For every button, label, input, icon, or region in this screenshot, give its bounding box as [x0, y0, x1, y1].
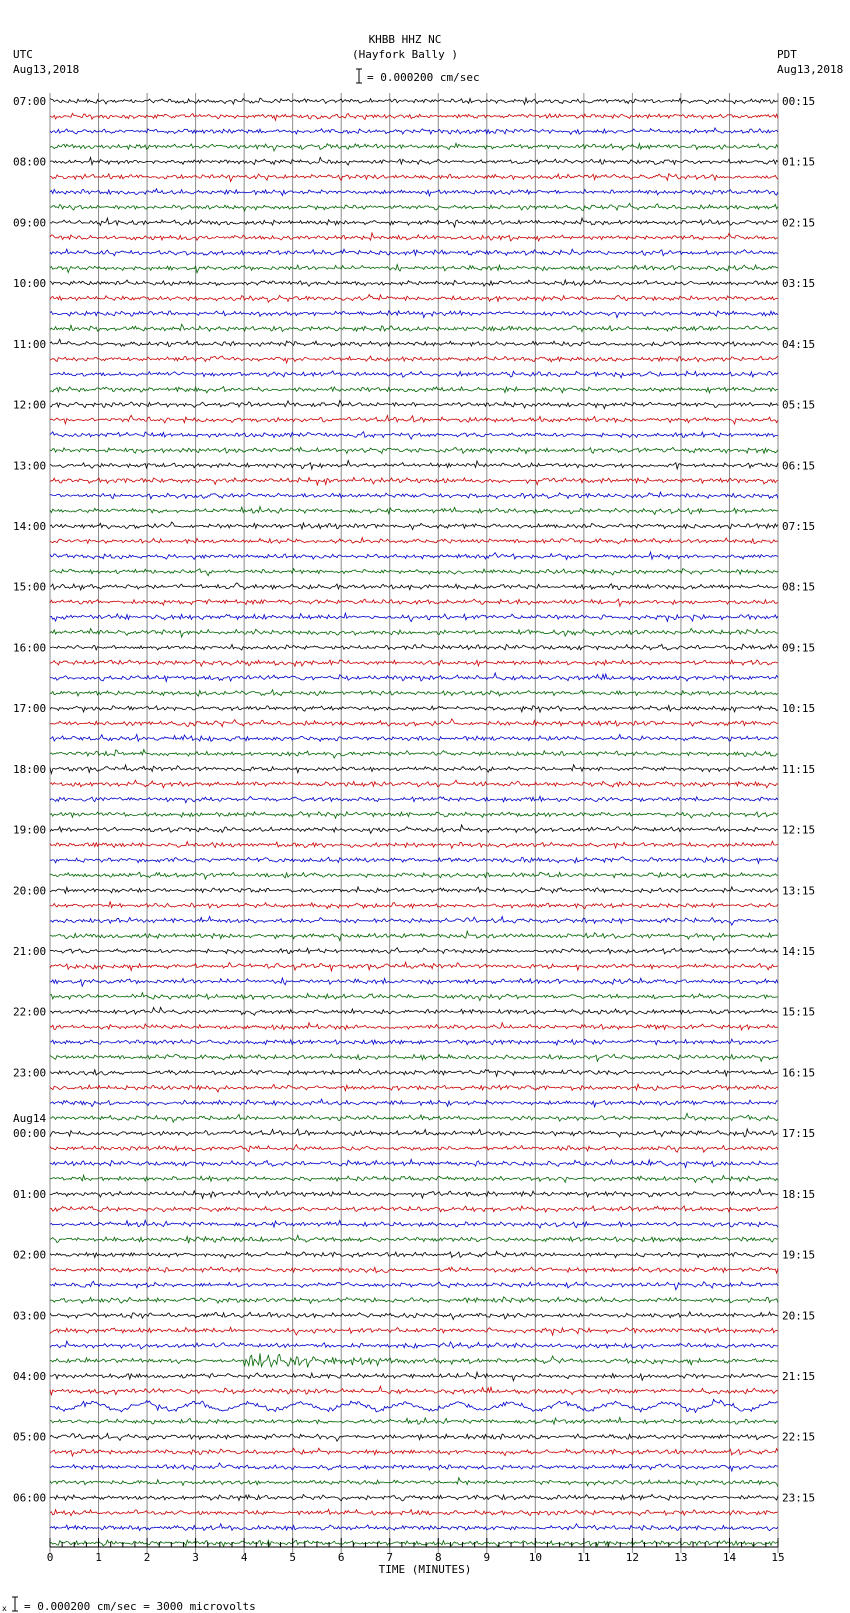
trace-row — [50, 233, 778, 241]
trace-row — [50, 1386, 778, 1395]
x-tick-label: 11 — [577, 1551, 591, 1564]
pdt-time-label: 12:15 — [782, 823, 816, 837]
utc-time-label: 02:00 — [13, 1248, 47, 1262]
utc-time-label: 13:00 — [13, 459, 47, 473]
trace-row — [50, 1509, 778, 1516]
x-tick-label: 3 — [192, 1551, 199, 1564]
trace-row — [50, 1189, 778, 1198]
pdt-time-label: 11:15 — [782, 762, 816, 776]
pdt-time-label: 01:15 — [782, 155, 816, 169]
x-tick-label: 4 — [240, 1551, 248, 1564]
trace-row — [50, 218, 778, 227]
trace-row — [50, 1206, 778, 1212]
trace-row — [50, 825, 778, 834]
footer-scale-icon — [2, 1597, 18, 1613]
trace-row — [50, 1281, 778, 1290]
trace-row — [50, 1463, 778, 1471]
pdt-time-label: 02:15 — [782, 216, 816, 230]
utc-time-label: 04:00 — [13, 1370, 47, 1384]
trace-row — [50, 1007, 778, 1015]
trace-row — [50, 1129, 778, 1137]
pdt-time-label: 23:15 — [782, 1491, 816, 1505]
trace-row — [50, 1433, 778, 1441]
trace-row — [50, 812, 778, 818]
trace-row — [50, 1159, 778, 1167]
trace-row — [50, 705, 778, 712]
x-axis-title: TIME (MINUTES) — [378, 1563, 472, 1576]
trace-row — [50, 978, 778, 986]
x-tick-label: 7 — [386, 1551, 394, 1564]
utc-time-label: 08:00 — [13, 155, 47, 169]
pdt-time-label: 14:15 — [782, 945, 816, 959]
svg-text:x: x — [2, 1604, 7, 1613]
trace-row — [50, 113, 778, 120]
trace-row — [50, 295, 778, 303]
trace-row — [50, 901, 778, 908]
trace-row — [50, 1084, 778, 1092]
utc-time-label: 23:00 — [13, 1066, 47, 1080]
pdt-time-label: 09:15 — [782, 641, 816, 655]
pdt-time-label: 04:15 — [782, 337, 816, 351]
trace-row — [50, 1524, 778, 1531]
utc-time-label: 15:00 — [13, 580, 47, 594]
left-date: Aug13,2018 — [13, 63, 80, 76]
trace-row — [50, 356, 778, 363]
trace-row — [50, 339, 778, 346]
trace-row — [50, 1448, 778, 1456]
trace-row — [50, 143, 778, 151]
trace-row — [50, 613, 778, 622]
utc-time-label: 07:00 — [13, 95, 47, 108]
pdt-time-label: 10:15 — [782, 702, 816, 716]
station-title: KHBB HHZ NC — [368, 33, 442, 46]
utc-time-label: 09:00 — [13, 216, 47, 230]
trace-row — [50, 552, 778, 560]
trace-row — [50, 492, 778, 499]
trace-row — [50, 1341, 778, 1349]
x-tick-label: 6 — [337, 1551, 345, 1564]
trace-row — [50, 673, 778, 682]
right-date: Aug13,2018 — [777, 63, 844, 76]
pdt-time-label: 08:15 — [782, 580, 816, 594]
trace-row — [50, 1353, 778, 1367]
trace-row — [50, 734, 778, 741]
utc-time-label: 05:00 — [13, 1430, 47, 1444]
utc-time-label: 03:00 — [13, 1309, 47, 1323]
utc-time-label: 19:00 — [13, 823, 47, 837]
x-tick-label: 0 — [46, 1551, 54, 1564]
x-tick-label: 15 — [771, 1551, 785, 1564]
trace-row — [50, 660, 778, 666]
trace-row — [50, 415, 778, 424]
station-location: (Hayfork Bally ) — [352, 48, 458, 61]
pdt-time-label: 00:15 — [782, 95, 816, 108]
utc-time-label: 17:00 — [13, 702, 47, 716]
utc-time-label: 20:00 — [13, 884, 47, 898]
x-tick-label: 8 — [434, 1551, 442, 1564]
trace-row — [50, 599, 778, 606]
trace-row — [50, 98, 778, 104]
trace-row — [50, 1418, 778, 1425]
pdt-time-label: 13:15 — [782, 884, 816, 898]
trace-row — [50, 948, 778, 954]
utc-time-label: 10:00 — [13, 277, 47, 291]
utc-time-label: 16:00 — [13, 641, 47, 655]
trace-row — [50, 765, 778, 774]
right-timezone: PDT — [777, 48, 797, 61]
x-tick-label: 9 — [483, 1551, 491, 1564]
trace-row — [50, 265, 778, 273]
trace-row — [50, 1327, 778, 1335]
trace-row — [50, 280, 778, 286]
trace-row — [50, 1023, 778, 1030]
trace-row — [50, 1220, 778, 1228]
trace-row — [50, 857, 778, 864]
utc-time-label: 11:00 — [13, 337, 47, 351]
trace-row — [50, 569, 778, 576]
x-tick-label: 12 — [625, 1551, 640, 1564]
trace-row — [50, 174, 778, 182]
trace-row — [50, 1039, 778, 1045]
x-tick-label: 13 — [674, 1551, 688, 1564]
trace-row — [50, 324, 778, 331]
trace-row — [50, 583, 778, 590]
trace-row — [50, 461, 778, 470]
trace-row — [50, 629, 778, 638]
utc-time-label: 00:00 — [13, 1127, 47, 1141]
trace-row — [50, 1054, 778, 1061]
trace-row — [50, 1069, 778, 1076]
trace-row — [50, 371, 778, 378]
x-axis — [47, 1538, 785, 1564]
trace-row — [50, 189, 778, 196]
pdt-time-label: 19:15 — [782, 1248, 816, 1262]
trace-row — [50, 447, 778, 453]
traces — [50, 98, 778, 1546]
trace-row — [50, 1399, 778, 1412]
trace-row — [50, 507, 778, 515]
pdt-time-label: 16:15 — [782, 1066, 816, 1080]
trace-row — [50, 432, 778, 439]
trace-row — [50, 1145, 778, 1153]
scale-text: = 0.000200 cm/sec — [367, 71, 480, 84]
trace-row — [50, 1312, 778, 1320]
trace-row — [50, 841, 778, 848]
trace-row — [50, 1175, 778, 1183]
pdt-time-label: 05:15 — [782, 398, 816, 412]
trace-row — [50, 962, 778, 971]
trace-row — [50, 916, 778, 925]
pdt-time-label: 18:15 — [782, 1187, 816, 1201]
utc-time-label: 01:00 — [13, 1187, 47, 1201]
trace-row — [50, 203, 778, 211]
pdt-time-label: 03:15 — [782, 277, 816, 291]
trace-row — [50, 538, 778, 544]
left-timezone: UTC — [13, 48, 33, 61]
pdt-time-label: 21:15 — [782, 1370, 816, 1384]
utc-time-label: 12:00 — [13, 398, 47, 412]
trace-row — [50, 780, 778, 788]
trace-row — [50, 157, 778, 165]
pdt-time-label: 06:15 — [782, 459, 816, 473]
utc-time-label: 06:00 — [13, 1491, 47, 1505]
scale-bar-icon — [356, 69, 362, 83]
utc-time-label: 22:00 — [13, 1005, 47, 1019]
trace-row — [50, 478, 778, 486]
trace-row — [50, 522, 778, 530]
trace-row — [50, 887, 778, 893]
x-tick-label: 2 — [143, 1551, 151, 1564]
trace-row — [50, 1372, 778, 1381]
trace-row — [50, 1267, 778, 1273]
trace-row — [50, 311, 778, 318]
trace-row — [50, 1251, 778, 1258]
trace-row — [50, 719, 778, 727]
pdt-time-label: 17:15 — [782, 1127, 816, 1141]
x-tick-label: 14 — [722, 1551, 737, 1564]
trace-row — [50, 1494, 778, 1501]
pdt-time-label: 22:15 — [782, 1430, 816, 1444]
trace-row — [50, 993, 778, 1001]
pdt-time-label: 07:15 — [782, 520, 816, 534]
trace-row — [50, 750, 778, 759]
trace-row — [50, 401, 778, 409]
trace-row — [50, 1297, 778, 1304]
trace-row — [50, 249, 778, 256]
trace-row — [50, 690, 778, 696]
trace-row — [50, 1478, 778, 1487]
trace-row — [50, 1099, 778, 1107]
trace-row — [50, 644, 778, 650]
x-tick-label: 5 — [289, 1551, 296, 1564]
trace-row — [50, 1235, 778, 1243]
trace-row — [50, 128, 778, 134]
x-tick-label: 10 — [528, 1551, 542, 1564]
x-tick-label: 1 — [95, 1551, 102, 1564]
trace-row — [50, 1113, 778, 1122]
utc-time-label: 14:00 — [13, 520, 47, 534]
footer-scale-text: = 0.000200 cm/sec = 3000 microvolts — [24, 1600, 256, 1613]
date-rollover-label: Aug14 — [13, 1112, 47, 1126]
trace-row — [50, 872, 778, 879]
trace-row — [50, 387, 778, 393]
trace-row — [50, 931, 778, 941]
utc-time-label: 18:00 — [13, 762, 47, 776]
pdt-time-label: 20:15 — [782, 1309, 816, 1323]
pdt-time-label: 15:15 — [782, 1005, 816, 1019]
utc-time-label: 21:00 — [13, 945, 47, 959]
trace-row — [50, 796, 778, 803]
